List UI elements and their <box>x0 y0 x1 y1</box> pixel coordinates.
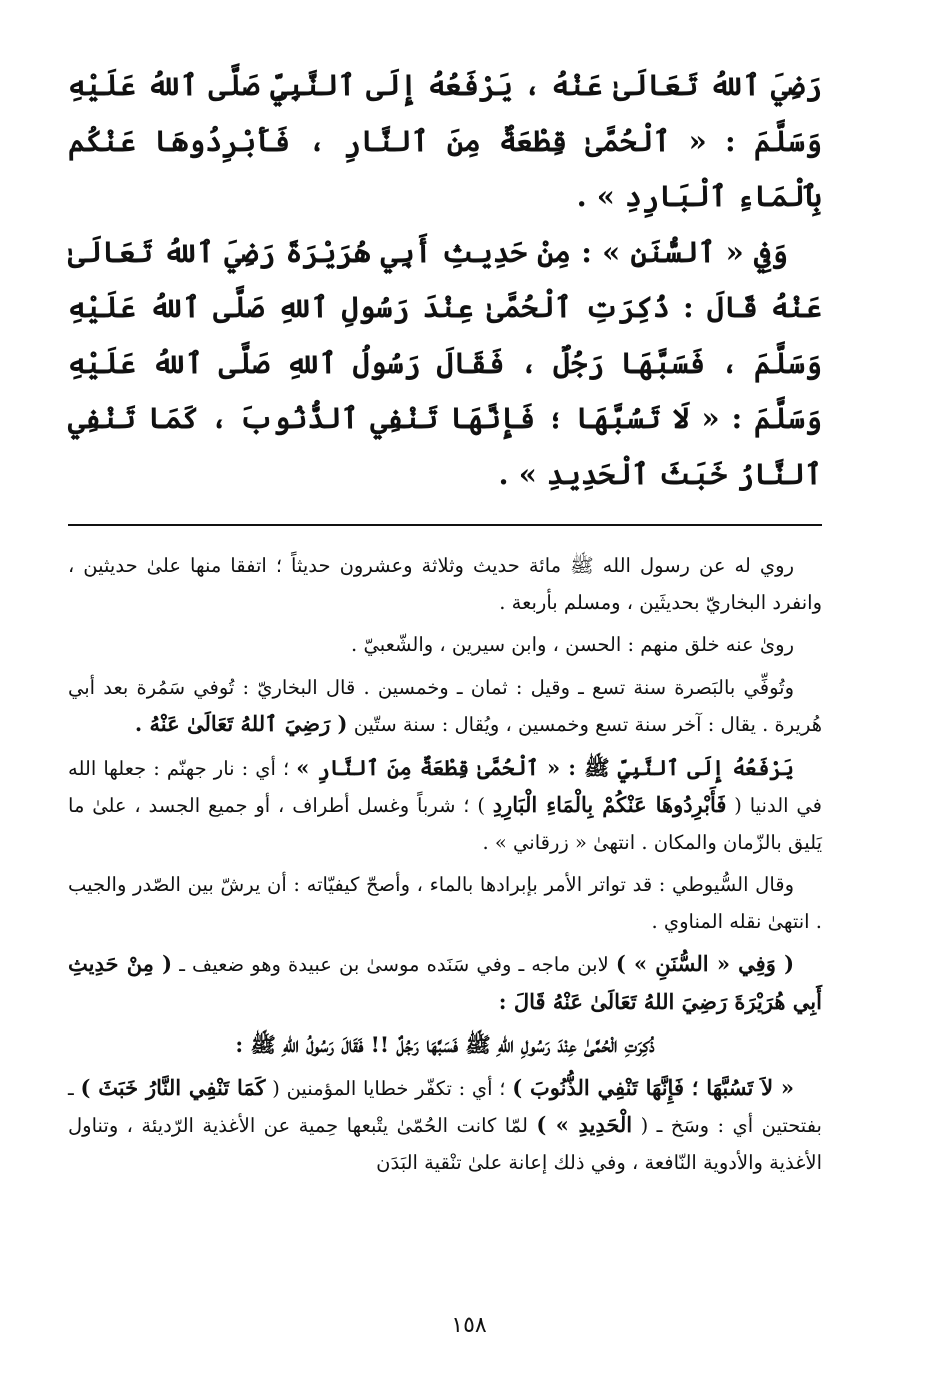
note-4-bold-1: يَرْفَعُهُ إِلَى ٱلنَّبِيِّ ﷺ : « ٱلْحُمَّىٰ قِطْعَةٌ مِنَ ٱلنَّارِ » <box>296 754 794 780</box>
main-text <box>68 58 822 502</box>
note-paragraph-3 <box>68 670 822 744</box>
note-8-bold-2: كَمَا تَنْفِي النَّارُ خَبَثَ ) <box>80 1074 266 1100</box>
note-3-text: وتُوفِّي بالبَصرة سنة تسع ـ وقيل : ثمان ـ وخمسين . قال البخاريّ : تُوفي سَمُرة بعد أبي هُريرة . يقال : آخر سنة تسع وخمسين ، ويُقال : سنة ستّين <box>68 675 822 736</box>
note-8-bold-1: « لاَ تَسُبَّهَا ؛ فَإِنَّهَا تَنْفِي الذُّنُوبَ ) <box>512 1074 795 1100</box>
note-4-bold-2: فَأَبْرِدُوهَا عَنْكُمْ بِالْمَاءِ الْبَارِدِ <box>492 792 727 817</box>
main-paragraph-1: رَضِيَ ٱللهُ تَعَالَىٰ عَنْهُ ، يَرْفَعُهُ إِلَى ٱلنَّبِيِّ صَلَّى ٱللهُ عَلَيْهِ وَسَلَّمَ : « ٱلْحُمَّىٰ قِطْعَةٌ مِنَ ٱلنَّارِ ، فَأَبْرِدُوهَا عَنْكُم بِٱلْمَاءِ ٱلْبَارِدِ » . <box>68 68 822 213</box>
note-paragraph-2: رویٰ عنه خلق منهم : الحسن ، وابن سيرين ، والشّعبيّ . <box>351 633 794 656</box>
note-paragraph-7: ذُكِرَتِ الْحُمَّىٰ عِنْدَ رَسُولِ اللهِ ﷺ فَسَبَّهَا رَجُلٌ !! فَقَالَ رَسُولُ اللهِ ﷺ : <box>235 1032 655 1057</box>
note-6-bold-2: ( مِنْ حَدِيثِ أَبِي هُرَيْرَةَ رَضِيَ اللهُ تَعَالَىٰ عَنْهُ قَالَ : <box>68 951 822 1014</box>
note-paragraph-1: روي له عن رسول الله ﷺ مائة حديث وثلاثة وعشرون حديثاً ؛ اتفقا منها علىٰ حديثين ، وانفرد البخاريّ بحديثَين ، ومسلم بأربعة . <box>68 554 822 614</box>
note-4-text-1: ؛ أي : نار جهنّم : جعلها الله في الدنيا ( <box>68 756 822 817</box>
note-8-text-1: ؛ أي : تكفّر خطايا المؤمنين ( <box>272 1076 506 1100</box>
note-paragraph-4 <box>68 750 822 862</box>
note-3-bold: ( رَضِيَ ٱللهُ تَعَالَىٰ عَنْهُ . <box>134 711 348 736</box>
footnote-divider <box>68 524 822 526</box>
note-6-bold-1: ( وَفِي « السُّنَنِ » ) <box>615 951 795 976</box>
page <box>68 58 822 1348</box>
note-paragraph-8 <box>68 1070 822 1182</box>
page-number: ١٥٨ <box>451 1313 487 1338</box>
note-6-text: لابن ماجه ـ وفي سَنَده موسىٰ بن عبيدة وهو ضعيف ـ <box>179 953 609 976</box>
note-4-text-2: ) ؛ شرباً وغسل أطراف ، أو جميع الجسد ، علىٰ ما يَليق بالزّمان والمكان . انتهىٰ « زرقاني » . <box>68 794 822 854</box>
footnotes <box>68 548 822 1181</box>
note-8-text-2: ـ بفتحتين أي : وسَخ ـ ( <box>68 1076 822 1137</box>
note-8-bold-3: الْحَدِيدِ » ) <box>536 1112 633 1137</box>
note-paragraph-6 <box>68 946 822 1021</box>
note-paragraph-5: وقال السُّيوطي : قد تواتر الأمر بإبرادها بالماء ، وأصحّ كيفيّاته : أن يرشّ بين الصّدر والجيب . انتهىٰ نقله المناوي . <box>68 873 822 933</box>
main-paragraph-2: وَفِي « ٱلسُّنَنِ » : مِنْ حَدِيثِ أَبِي هُرَيْرَةَ رَضِيَ ٱللهُ تَعَالَىٰ عَنْهُ قَالَ : ذُكِرَتِ ٱلْحُمَّىٰ عِنْدَ رَسُولِ ٱللهِ صَلَّى ٱللهُ عَلَيْهِ وَسَلَّمَ ، فَسَبَّهَا رَجُلٌ ، فَقَالَ رَسُولُ ٱللهِ صَلَّى ٱللهُ عَلَيْهِ وَسَلَّمَ : « لَا تَسُبَّهَا ؛ فَإِنَّهَا تَنْفِي ٱلذُّنُوبَ ، كَمَا تَنْفِي ٱلنَّارُ خَبَثَ ٱلْحَدِيدِ » . <box>68 234 822 491</box>
note-8-text-3: لمّا كانت الحُمّىٰ يتْبعها حِمية عن الأغذية الرّديئة ، وتناول الأغذية والأدوية النّافعة ، وفي ذلك إعانة علىٰ تنْقية البَدَن <box>68 1114 822 1174</box>
